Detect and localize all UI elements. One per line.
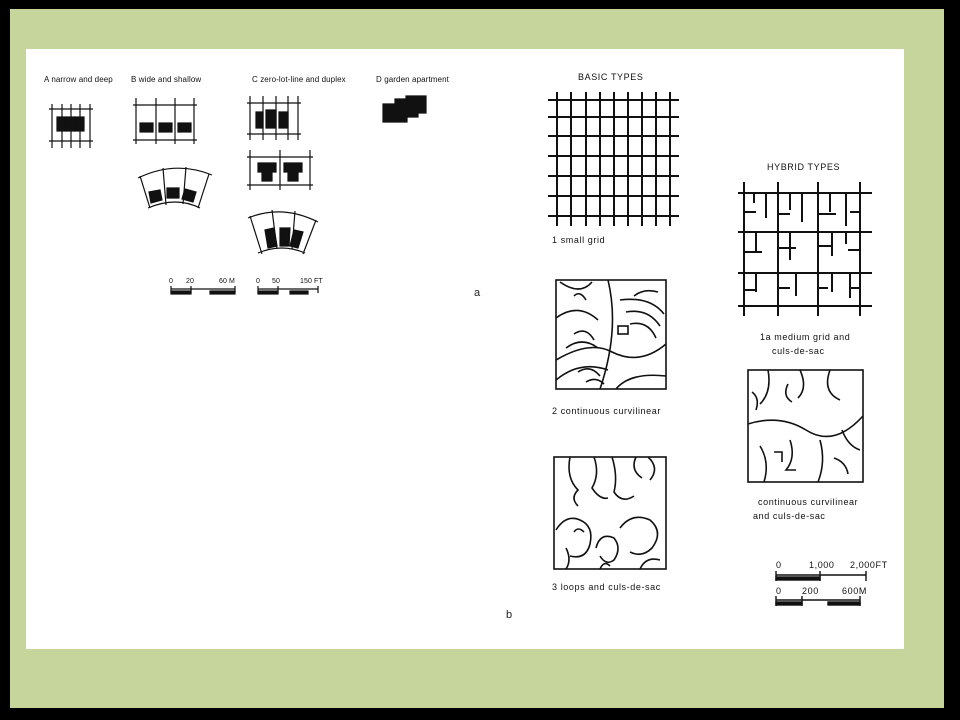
lot-type-b-wide-shallow-drawing [133,98,212,208]
scale-b-feet-1000: 1,000 [809,560,835,570]
curvilinear-culs-de-sac-pattern [748,370,863,482]
lot-type-d-garden-apartment-drawing [383,96,426,122]
lot-type-a-narrow-deep-drawing [49,104,93,148]
continuous-curvilinear-label: 2 continuous curvilinear [552,406,661,416]
scale-a-feet-50: 50 [272,278,280,285]
scale-b-metric-0: 0 [776,586,782,596]
scale-bar-metric-b [776,596,860,606]
scale-b-metric-200: 200 [802,586,819,596]
small-grid-pattern [548,92,679,226]
medium-grid-label-line2: culs-de-sac [772,346,825,356]
scale-bar-feet-a [258,286,318,294]
lot-type-c-zero-lot-line-drawing [247,96,318,254]
loops-culs-de-sac-label: 3 loops and culs-de-sac [552,582,661,592]
scale-bar-feet-b [776,571,866,581]
scale-b-feet-2000: 2,000FT [850,560,888,570]
type-a-label: A narrow and deep [44,75,113,84]
scale-a-metric-0: 0 [169,278,173,285]
scale-b-feet-0: 0 [776,560,782,570]
continuous-curvilinear-pattern [556,280,666,389]
scale-a-feet-0: 0 [256,278,260,285]
type-d-label: D garden apartment [376,75,449,84]
basic-types-title: BASIC TYPES [578,72,644,82]
figure-letter-a: a [474,287,481,299]
hybrid-types-title: HYBRID TYPES [767,162,841,172]
curvilinear-culs-label-line1: continuous curvilinear [758,497,859,507]
figure-letter-b: b [506,609,513,621]
scale-a-metric-20: 20 [186,278,194,285]
type-c-label: C zero-lot-line and duplex [252,75,346,84]
scale-a-feet-150: 150 FT [300,278,323,285]
scale-b-metric-600: 600M [842,586,867,596]
medium-grid-label-line1: 1a medium grid and [760,332,851,342]
scale-bar-metric-a [171,286,235,294]
type-b-label: B wide and shallow [131,75,202,84]
curvilinear-culs-label-line2: and culs-de-sac [753,511,826,521]
scale-a-metric-60: 60 M [219,278,235,285]
small-grid-label: 1 small grid [552,235,606,245]
loops-culs-de-sac-pattern [554,457,666,569]
medium-grid-culs-de-sac-pattern [738,182,872,316]
